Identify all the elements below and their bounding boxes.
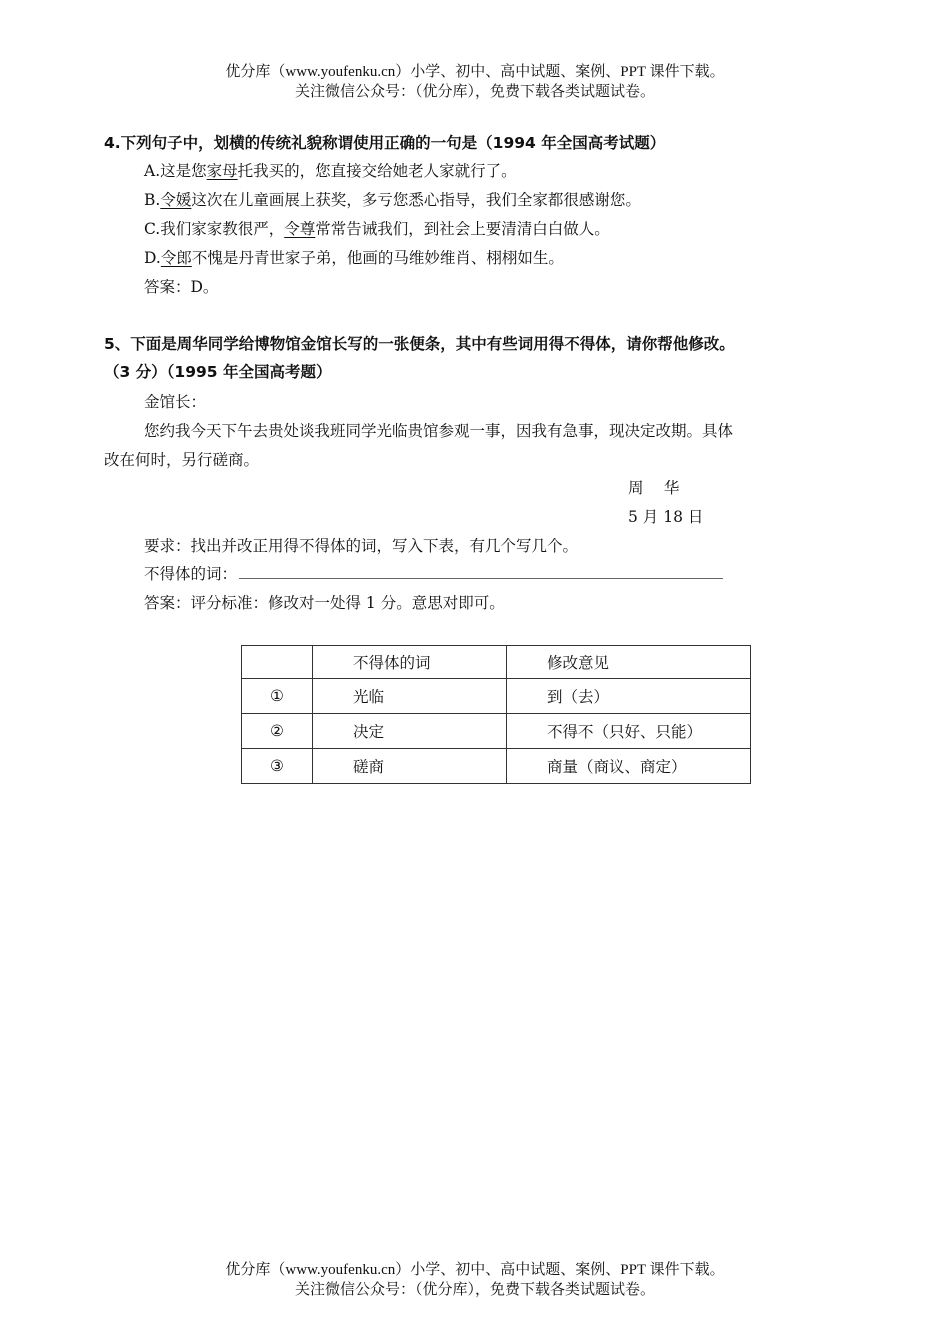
table-header-cell: 不得体的词	[313, 646, 507, 679]
note-salutation: 金馆长：	[144, 393, 207, 411]
q5-title-line-2: （3 分）（1995 年全国高考题）	[104, 363, 332, 381]
note-signature: 周 华	[628, 479, 680, 497]
q4-option-d-prefix: D.	[144, 249, 161, 267]
note-date: 5 月 18 日	[628, 508, 704, 526]
answer-blank	[239, 564, 723, 579]
q4-answer: 答案：D。	[144, 278, 219, 296]
q5-requirement: 要求：找出并改正用得不得体的词，写入下表，有几个写几个。	[144, 537, 579, 555]
q4-title: 4.下列句子中，划横的传统礼貌称谓使用正确的一句是（1994 年全国高考试题）	[104, 134, 666, 152]
table-row	[242, 749, 751, 784]
table-header-cell: 修改意见	[507, 646, 751, 679]
table-cell-word: 光临	[313, 679, 507, 714]
table-cell-number: ③	[242, 749, 313, 784]
table-header-cell	[242, 646, 313, 679]
q4-option-c-term: 令尊	[284, 220, 316, 238]
note-body-line-1: 您约我今天下午去贵处谈我班同学光临贵馆参观一事，因我有急事，现决定改期。具体	[144, 422, 734, 440]
table-header-row	[242, 646, 751, 679]
q4-option-c-suffix: 常常告诫我们，到社会上要清清白白做人。	[315, 220, 610, 238]
q4-option-b	[144, 189, 641, 211]
table-row	[242, 679, 751, 714]
q4-option-b-suffix: 这次在儿童画展上获奖，多亏您悉心指导，我们全家都很感谢您。	[191, 191, 641, 209]
q4-option-b-term: 令媛	[160, 191, 192, 209]
header-line-2: 关注微信公众号：（优分库），免费下载各类试题试卷。	[294, 84, 655, 100]
q4-option-a-term: 家母	[206, 162, 238, 180]
q5-blank-label: 不得体的词：	[144, 565, 238, 583]
table-cell-word: 决定	[313, 714, 507, 749]
page-footer	[0, 1260, 950, 1300]
q4-option-a-prefix: A.这是您	[144, 162, 207, 180]
q4-option-d-suffix: 不愧是丹青世家子弟，他画的马维妙维肖、栩栩如生。	[191, 249, 564, 267]
q5-blank-line	[144, 563, 723, 585]
q4-option-d	[144, 247, 564, 269]
q4-option-d-term: 令郎	[160, 249, 192, 267]
table-cell-fix: 商量（商议、商定）	[507, 749, 751, 784]
table-cell-word: 磋商	[313, 749, 507, 784]
table-cell-number: ②	[242, 714, 313, 749]
table-cell-fix: 到（去）	[507, 679, 751, 714]
q5-title-line-1: 5、下面是周华同学给博物馆金馆长写的一张便条，其中有些词用得不得体，请你帮他修改。	[104, 335, 735, 353]
q5-answer: 答案：评分标准：修改对一处得 1 分。意思对即可。	[144, 594, 505, 612]
q4-option-b-prefix: B.	[144, 191, 161, 209]
page-header	[0, 62, 950, 102]
footer-line-2: 关注微信公众号：（优分库），免费下载各类试题试卷。	[294, 1282, 655, 1298]
q4-option-a	[144, 160, 517, 182]
note-body-line-2: 改在何时，另行磋商。	[104, 451, 260, 469]
table-cell-number: ①	[242, 679, 313, 714]
table-row	[242, 714, 751, 749]
header-line-1: 优分库（www.youfenku.cn）小学、初中、高中试题、案例、PPT 课件下载。	[225, 64, 725, 80]
q4-option-c-prefix: C.我们家家教很严，	[144, 220, 285, 238]
q4-option-a-suffix: 托我买的，您直接交给她老人家就行了。	[237, 162, 517, 180]
answer-table	[241, 645, 751, 784]
q4-option-c	[144, 218, 610, 240]
table-cell-fix: 不得不（只好、只能）	[507, 714, 751, 749]
footer-line-1: 优分库（www.youfenku.cn）小学、初中、高中试题、案例、PPT 课件下载。	[225, 1262, 725, 1278]
